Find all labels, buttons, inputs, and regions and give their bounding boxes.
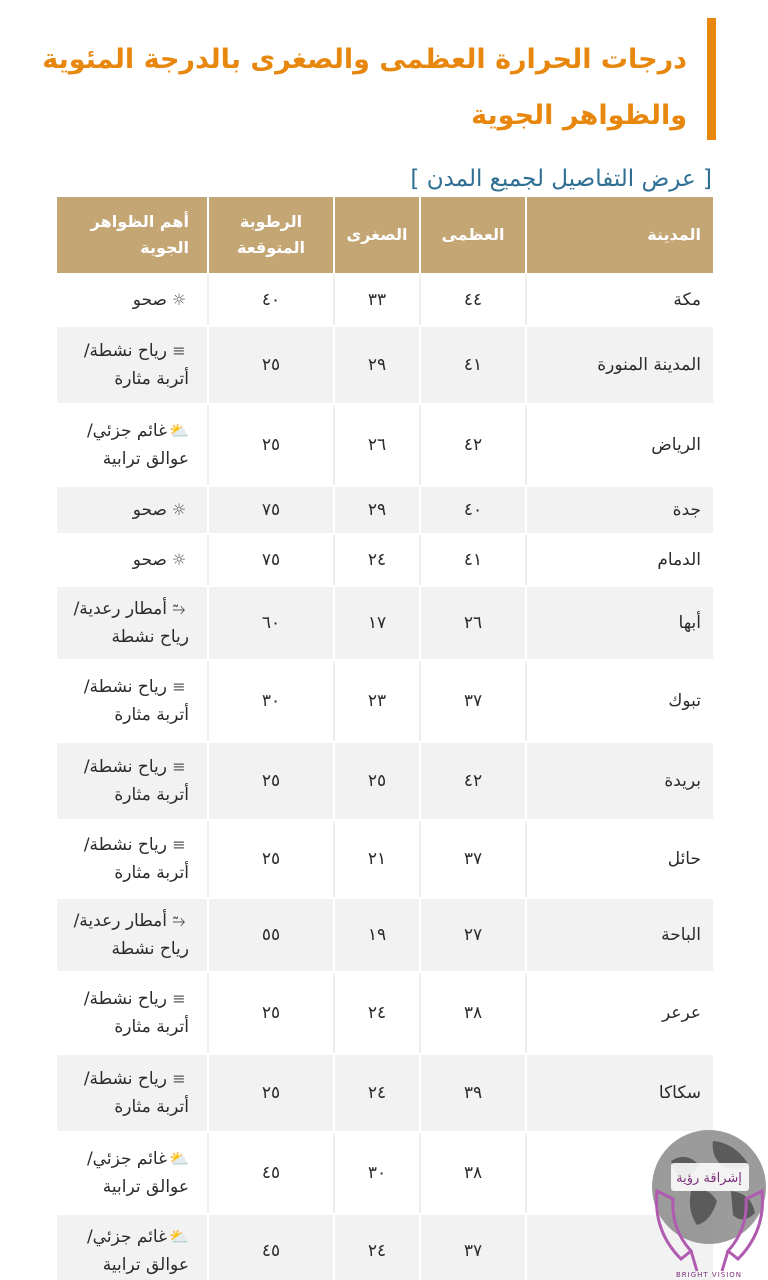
table-row [57,1131,713,1213]
table-row [57,971,713,1053]
phenomena-text: أمطار رعدية/رياح نشطة [73,911,189,959]
table-row [57,819,713,897]
sun-icon: ☼ [171,290,187,309]
phenomena-text: صحو [132,290,167,310]
dust-wind-icon: ≡ [172,341,186,360]
table-row [57,1213,713,1280]
max-temp-cell: ٢٧ [419,899,525,971]
max-temp-cell: ٣٨ [419,1133,525,1213]
min-temp-cell: ١٧ [333,587,419,659]
partly-cloudy-icon: ⛅ [169,1149,189,1168]
dust-wind-icon: ≡ [172,989,186,1008]
min-temp-cell: ٢٥ [333,743,419,819]
city-cell: بريدة [525,743,713,819]
humidity-cell: ٤٥ [207,1133,333,1213]
city-cell: المدينة المنورة [525,327,713,403]
max-temp-cell: ٣٧ [419,821,525,897]
min-temp-cell: ١٩ [333,899,419,971]
header-max: العظمى [419,197,525,273]
phenomena-text: صحو [132,500,167,520]
table-row [57,403,713,485]
min-temp-cell: ٢٩ [333,487,419,533]
city-cell: أبها [525,587,713,659]
phenomena-text: رياح نشطة/أتربة مثارة [83,677,189,725]
show-all-cities-link[interactable]: [ عرض التفاصيل لجميع المدن ] [410,166,712,192]
table-row [57,533,713,585]
min-temp-cell: ٢٤ [333,535,419,585]
page-heading [42,18,716,140]
dust-wind-icon: ≡ [172,1069,186,1088]
humidity-cell: ٧٥ [207,535,333,585]
heading-line-2: والظواهر الجوية [471,100,687,131]
max-temp-cell: ٢٦ [419,587,525,659]
phenomena-text: رياح نشطة/أتربة مثارة [83,757,189,805]
phenomena-text: غائم جزئي/عوالق ترابية [86,1227,189,1275]
city-cell: مكة [525,275,713,325]
city-cell: عرعر [525,973,713,1053]
rain-wind-icon: ⥲ [172,599,186,618]
city-cell: الرياض [525,405,713,485]
table-row [57,741,713,819]
max-temp-cell: ٣٨ [419,973,525,1053]
humidity-cell: ٤٥ [207,1215,333,1280]
max-temp-cell: ٤٢ [419,405,525,485]
humidity-cell: ٣٠ [207,661,333,741]
phenomena-text: أمطار رعدية/رياح نشطة [73,599,189,647]
phenomena-cell [57,973,207,1053]
phenomena-cell [57,1215,207,1280]
humidity-cell: ٧٥ [207,487,333,533]
humidity-cell: ٦٠ [207,587,333,659]
max-temp-cell: ٤١ [419,535,525,585]
min-temp-cell: ٣٠ [333,1133,419,1213]
dust-wind-icon: ≡ [172,757,186,776]
sun-icon: ☼ [171,550,187,569]
header-min: الصغرى [333,197,419,273]
min-temp-cell: ٢٤ [333,1215,419,1280]
watermark-arabic-text: إشراقة رؤية [676,1171,742,1186]
table-row [57,325,713,403]
phenomena-cell [57,821,207,897]
table-row [57,1053,713,1131]
min-temp-cell: ٢٩ [333,327,419,403]
humidity-cell: ٤٠ [207,275,333,325]
phenomena-text: صحو [132,550,167,570]
humidity-cell: ٢٥ [207,405,333,485]
phenomena-text: رياح نشطة/أتربة مثارة [83,989,189,1037]
max-temp-cell: ٤٢ [419,743,525,819]
bright-vision-watermark [651,1121,768,1280]
table-row [57,485,713,533]
table-header-row [57,197,713,273]
humidity-cell: ٢٥ [207,327,333,403]
min-temp-cell: ٢٤ [333,973,419,1053]
humidity-cell: ٢٥ [207,821,333,897]
humidity-cell: ٥٥ [207,899,333,971]
partly-cloudy-icon: ⛅ [169,421,189,440]
sun-icon: ☼ [171,500,187,519]
city-cell: تبوك [525,661,713,741]
partly-cloudy-icon: ⛅ [169,1227,189,1246]
header-humidity: الرطوبة المتوقعة [207,197,333,273]
phenomena-cell [57,899,207,971]
header-city: المدينة [525,197,713,273]
table-row [57,273,713,325]
rain-wind-icon: ⥲ [172,911,186,930]
table-row [57,897,713,971]
table-row [57,659,713,741]
max-temp-cell: ٣٩ [419,1055,525,1131]
max-temp-cell: ٣٧ [419,1215,525,1280]
table-body [57,273,713,1280]
min-temp-cell: ٣٣ [333,275,419,325]
phenomena-cell [57,405,207,485]
min-temp-cell: ٢٦ [333,405,419,485]
phenomena-cell [57,275,207,325]
city-cell: سكاكا [525,1055,713,1131]
phenomena-cell [57,1133,207,1213]
phenomena-text: رياح نشطة/أتربة مثارة [83,1069,189,1117]
weather-table [57,197,713,1280]
humidity-cell: ٢٥ [207,1055,333,1131]
heading-line-1: درجات الحرارة العظمى والصغرى بالدرجة المئوية [42,44,687,75]
phenomena-cell [57,1055,207,1131]
humidity-cell: ٢٥ [207,743,333,819]
watermark-english-text: BRIGHT VISION [675,1271,743,1279]
phenomena-text: غائم جزئي/عوالق ترابية [86,1149,189,1197]
humidity-cell: ٢٥ [207,973,333,1053]
min-temp-cell: ٢٤ [333,1055,419,1131]
phenomena-cell [57,487,207,533]
max-temp-cell: ٣٧ [419,661,525,741]
phenomena-cell [57,743,207,819]
phenomena-cell [57,661,207,741]
dust-wind-icon: ≡ [172,835,186,854]
city-cell: حائل [525,821,713,897]
city-cell: الباحة [525,899,713,971]
max-temp-cell: ٤٤ [419,275,525,325]
header-phenomena: أهم الظواهر الجوية [90,212,189,257]
phenomena-text: رياح نشطة/أتربة مثارة [83,341,189,389]
dust-wind-icon: ≡ [172,677,186,696]
min-temp-cell: ٢١ [333,821,419,897]
phenomena-cell [57,587,207,659]
max-temp-cell: ٤٠ [419,487,525,533]
city-cell: جدة [525,487,713,533]
phenomena-text: رياح نشطة/أتربة مثارة [83,835,189,883]
phenomena-text: غائم جزئي/عوالق ترابية [86,421,189,469]
phenomena-cell [57,327,207,403]
table-row [57,585,713,659]
min-temp-cell: ٢٣ [333,661,419,741]
max-temp-cell: ٤١ [419,327,525,403]
phenomena-cell [57,535,207,585]
city-cell: الدمام [525,535,713,585]
